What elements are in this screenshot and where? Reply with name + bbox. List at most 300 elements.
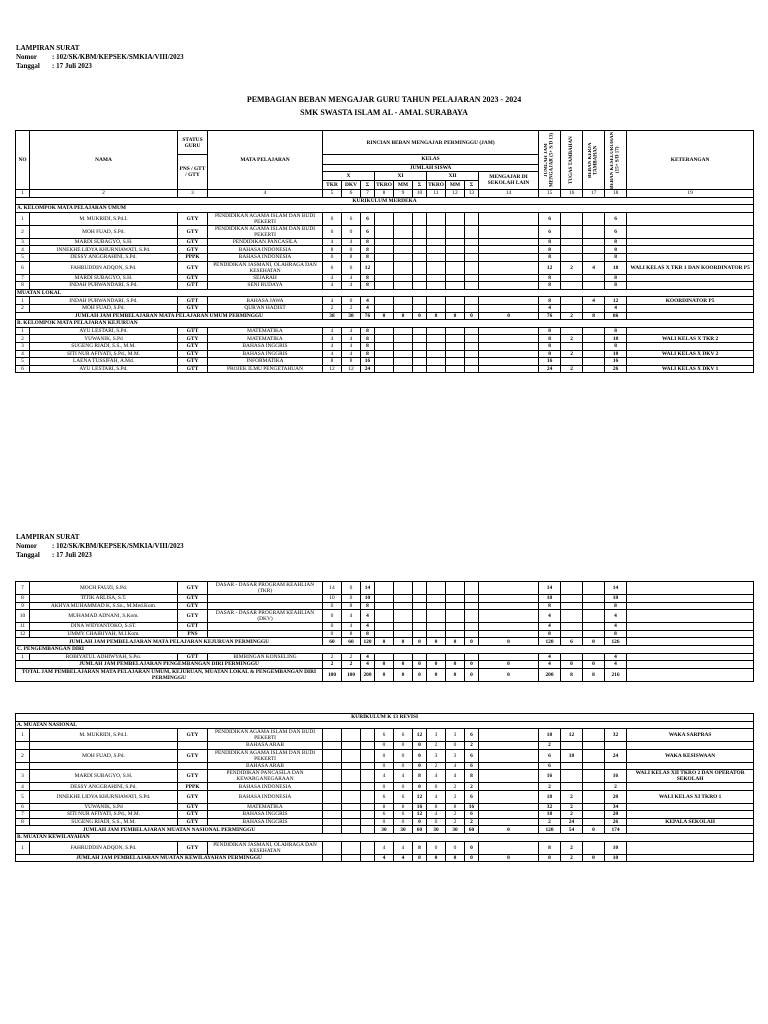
teacher-row [16, 261, 754, 274]
table-cell [446, 610, 465, 623]
table-cell [583, 350, 605, 358]
total-row [16, 312, 754, 320]
table-cell [446, 274, 465, 282]
table-cell [627, 212, 754, 225]
table-cell [583, 770, 605, 783]
table-cell: 0 [394, 668, 413, 681]
table-cell [446, 282, 465, 290]
table-cell: BAHASA JAWA [208, 297, 323, 305]
column-number: 19 [627, 190, 754, 198]
table-cell [465, 335, 479, 343]
column-number: 5 [323, 190, 342, 198]
table-cell [627, 327, 754, 335]
table-cell: 8 [605, 342, 627, 350]
table-cell: 4 [539, 623, 561, 631]
table-cell [446, 261, 465, 274]
table-cell: WALI KELAS X DKV 2 [627, 350, 754, 358]
table-cell [627, 312, 754, 320]
table-cell [561, 342, 583, 350]
table-cell: 86 [605, 312, 627, 320]
table-cell [427, 304, 446, 312]
table-cell: 6 [465, 749, 479, 762]
table-cell: 0 [465, 638, 479, 646]
table-cell: 8 [16, 818, 30, 826]
table-cell: 7 [16, 274, 30, 282]
col-status: STATUS GURU [178, 131, 208, 155]
teacher-row [16, 630, 754, 638]
table-cell: 1 [16, 327, 30, 335]
table-cell [446, 582, 465, 595]
table-cell: QUR'AN HADIST [208, 304, 323, 312]
table-cell [427, 358, 446, 366]
table-cell: 8 [361, 282, 375, 290]
table-cell [394, 342, 413, 350]
table-cell: 2 [539, 742, 561, 750]
curriculum-row [16, 197, 754, 205]
table-cell: 8 [605, 238, 627, 246]
table-cell: BAHASA INGGRIS [208, 818, 323, 826]
total-label: JUMLAH JAM PEMBELAJARAN PENGEMBANGAN DIRI PERMINGGU [16, 661, 323, 669]
col-no: NO [16, 131, 30, 190]
table-cell [427, 212, 446, 225]
column-number: 6 [342, 190, 361, 198]
table-cell [583, 610, 605, 623]
table-cell: GTY [178, 818, 208, 826]
table-cell: 3 [16, 238, 30, 246]
table-cell: 8 [361, 246, 375, 254]
table-cell: 8 [446, 803, 465, 811]
table-cell: 8 [539, 238, 561, 246]
table-cell: 0 [375, 312, 394, 320]
table-cell: 174 [605, 826, 627, 834]
table-cell [561, 297, 583, 305]
table-cell [446, 342, 465, 350]
table-cell: 0 [465, 661, 479, 669]
col-tkro: TKRO [428, 182, 444, 188]
total-label: JUMLAH JAM PEMBELAJARAN MATA PELAJARAN UMUM PERMINGGU [16, 312, 323, 320]
table-cell [465, 358, 479, 366]
table-cell [479, 350, 539, 358]
title-line-2: SMK SWASTA ISLAM AL - AMAL SURABAYA [300, 108, 468, 117]
table-cell: 6 [465, 811, 479, 819]
table-cell [479, 274, 539, 282]
table-cell: 0 [413, 312, 427, 320]
table-cell [583, 653, 605, 661]
table-cell: 2 [605, 783, 627, 791]
table-cell: GTY [178, 770, 208, 783]
table-cell: 26 [605, 818, 627, 826]
column-number: 15 [539, 190, 561, 198]
table-cell: 0 [427, 661, 446, 669]
table-cell [583, 253, 605, 261]
table-cell [375, 261, 394, 274]
table-cell [465, 274, 479, 282]
table-cell [342, 742, 361, 750]
teacher-row [16, 783, 754, 791]
table-cell: KOORDINATOR P5 [627, 297, 754, 305]
table-cell [583, 225, 605, 238]
table-cell: 0 [394, 312, 413, 320]
table-cell: 0 [446, 661, 465, 669]
table-cell: GTY [178, 729, 208, 742]
main-table-page-2 [15, 581, 754, 682]
table-cell: 30 [394, 826, 413, 834]
table-cell [583, 212, 605, 225]
table-cell: 4 [16, 246, 30, 254]
table-cell: 2 [561, 365, 583, 373]
table-cell [394, 304, 413, 312]
table-cell: BAHASA ARAB [208, 762, 323, 770]
table-cell [561, 610, 583, 623]
table-cell [479, 282, 539, 290]
table-cell: INDAH PURWANDARI, S.Pd. [30, 282, 178, 290]
table-cell: WALI KELAS XII TKRO 2 DAN OPERATOR SEKOLAH [627, 770, 754, 783]
table-cell [627, 638, 754, 646]
col-beban_keseluruhan-label: BEBAN KESELURUHAN (15+ S/D 17) [610, 131, 621, 189]
table-cell: 2 [342, 304, 361, 312]
table-cell: 6 [323, 225, 342, 238]
table-cell [583, 582, 605, 595]
table-cell: SENI BUDAYA [208, 282, 323, 290]
table-cell: SITI NUR AFIYATI, S.Pd., M.M. [30, 350, 178, 358]
table-cell: 8 [539, 342, 561, 350]
table-cell: 4 [605, 304, 627, 312]
table-cell [583, 304, 605, 312]
table-cell: GTY [178, 790, 208, 803]
table-cell [323, 841, 342, 854]
table-cell: 30 [427, 826, 446, 834]
table-cell [413, 212, 427, 225]
table-cell: PENDIDIKAN AGAMA ISLAM DAN BUDI PEKERTI [208, 729, 323, 742]
table-cell: 0 [427, 841, 446, 854]
table-cell: 8 [342, 358, 361, 366]
table-cell: 0 [342, 582, 361, 595]
table-cell [342, 841, 361, 854]
table-cell: 3 [446, 729, 465, 742]
table-cell [427, 623, 446, 631]
table-cell: 4 [342, 350, 361, 358]
table-cell: 6 [539, 212, 561, 225]
table-cell [208, 602, 323, 610]
table-cell: 5 [16, 790, 30, 803]
table-cell: 8 [361, 335, 375, 343]
table-cell: 8 [342, 602, 361, 610]
table-cell: 4 [361, 304, 375, 312]
table-cell: 8 [16, 595, 30, 603]
table-cell [342, 770, 361, 783]
column-number: 1 [16, 190, 30, 198]
table-cell [427, 582, 446, 595]
table-cell [413, 610, 427, 623]
table-cell: 12 [361, 261, 375, 274]
table-cell: BAHASA INGGRIS [208, 342, 323, 350]
table-cell [479, 803, 539, 811]
table-cell [413, 358, 427, 366]
table-cell: AYU LESTARI, S.Pd. [30, 365, 178, 373]
table-cell: 3 [427, 729, 446, 742]
table-cell: PNS [178, 630, 208, 638]
tanggal-value: : 17 Juli 2023 [52, 62, 92, 70]
section-heading: B. MUATAN KEWILAYAHAN [16, 833, 754, 841]
table-cell [375, 610, 394, 623]
table-cell: 4 [342, 327, 361, 335]
table-cell: 0 [427, 783, 446, 791]
table-cell: 4 [446, 770, 465, 783]
table-cell [394, 282, 413, 290]
table-cell [465, 253, 479, 261]
table-cell: M. MUKRIDI, S.Pd.I. [30, 212, 178, 225]
table-cell: 8 [605, 246, 627, 254]
table-cell [208, 630, 323, 638]
nomor-label: Nomor [16, 542, 37, 550]
table-cell: 4 [342, 274, 361, 282]
table-cell [479, 811, 539, 819]
teacher-row [16, 749, 754, 762]
table-cell [583, 335, 605, 343]
teacher-row [16, 729, 754, 742]
table-cell: GTY [178, 304, 208, 312]
table-cell [583, 623, 605, 631]
table-cell: 2 [323, 661, 342, 669]
table-cell: 5 [16, 253, 30, 261]
table-cell: 0 [446, 742, 465, 750]
table-cell [375, 342, 394, 350]
table-cell [627, 282, 754, 290]
table-cell: 4 [342, 623, 361, 631]
table-cell: 12 [413, 790, 427, 803]
table-cell: LAENA TUSSIFAH, A.Md. [30, 358, 178, 366]
teacher-row [16, 803, 754, 811]
table-cell [479, 762, 539, 770]
table-cell: 4 [361, 610, 375, 623]
table-cell: 0 [413, 818, 427, 826]
table-cell: 216 [605, 668, 627, 681]
table-cell: 10 [605, 841, 627, 854]
table-cell [465, 282, 479, 290]
table-cell: 200 [361, 668, 375, 681]
table-cell: GTY [178, 749, 208, 762]
table-cell: AYU LESTARI, S.Pd. [30, 327, 178, 335]
table-cell [479, 261, 539, 274]
section-row [16, 289, 754, 297]
table-cell: 4 [323, 350, 342, 358]
table-cell [413, 304, 427, 312]
table-cell [375, 274, 394, 282]
table-cell: 0 [465, 668, 479, 681]
table-cell: 4 [342, 282, 361, 290]
table-cell: 8 [413, 841, 427, 854]
table-cell: 14 [323, 582, 342, 595]
table-cell [479, 749, 539, 762]
col-mm: MM [446, 181, 465, 190]
table-cell: DASAR - DASAR PROGRAM KEAHLIAN (TKR) [208, 582, 323, 595]
table-cell: 9 [16, 602, 30, 610]
table-cell: MATEMATIKA [208, 335, 323, 343]
table-cell [394, 297, 413, 305]
table-cell [361, 762, 375, 770]
table-cell [361, 826, 375, 834]
table-cell: 24 [361, 365, 375, 373]
table-cell [394, 238, 413, 246]
table-cell: 0 [375, 783, 394, 791]
table-cell: 2 [465, 783, 479, 791]
col-beban_kerja [583, 131, 605, 190]
table-cell [583, 729, 605, 742]
table-cell: 8 [413, 854, 427, 862]
table-cell [323, 826, 342, 834]
table-cell: WALI KELAS X DKV 1 [627, 365, 754, 373]
table-cell [627, 602, 754, 610]
table-cell: 4 [16, 783, 30, 791]
table-cell [375, 582, 394, 595]
teacher-row [16, 282, 754, 290]
table-cell: BAHASA INGGRIS [208, 811, 323, 819]
table-cell: 0 [375, 762, 394, 770]
table-cell [561, 762, 583, 770]
table-cell: 60 [465, 826, 479, 834]
table-cell: 14 [605, 582, 627, 595]
table-cell [446, 653, 465, 661]
table-cell: 26 [605, 365, 627, 373]
table-cell [561, 304, 583, 312]
table-cell [342, 826, 361, 834]
table-cell: GTY [178, 358, 208, 366]
table-cell: 60 [342, 638, 361, 646]
col-x: X [323, 171, 375, 181]
table-cell [583, 811, 605, 819]
table-cell [342, 803, 361, 811]
table-cell: 6 [342, 212, 361, 225]
teacher-row [16, 350, 754, 358]
table-cell [446, 623, 465, 631]
table-cell: 14 [361, 582, 375, 595]
table-cell: 8 [605, 327, 627, 335]
lampiran-label: LAMPIRAN SURAT [16, 533, 80, 541]
table-cell: BAHASA INDONESIA [208, 783, 323, 791]
table-cell: 4 [361, 661, 375, 669]
table-cell [323, 854, 342, 862]
column-number: 10 [413, 190, 427, 198]
table-cell: 4 [539, 653, 561, 661]
table-cell: GTT [178, 623, 208, 631]
table-cell [427, 297, 446, 305]
table-cell [375, 282, 394, 290]
table-cell [375, 335, 394, 343]
table-cell: 30 [375, 826, 394, 834]
table-cell [413, 238, 427, 246]
table-cell [413, 327, 427, 335]
document-title [0, 93, 768, 119]
table-cell: WALI KELAS X TKR 1 DAN KOORDINATOR P5 [627, 261, 754, 274]
table-cell: 2 [561, 261, 583, 274]
table-cell: 6 [16, 365, 30, 373]
table-cell [479, 783, 539, 791]
section-row [16, 205, 754, 213]
table-cell [465, 342, 479, 350]
table-cell: 8 [361, 342, 375, 350]
table-cell [375, 327, 394, 335]
table-cell: 0 [413, 762, 427, 770]
table-cell [446, 246, 465, 254]
table-cell: GTY [178, 610, 208, 623]
table-cell: 18 [605, 261, 627, 274]
table-cell: 4 [16, 350, 30, 358]
table-cell: YUWANIK, S.Pd [30, 803, 178, 811]
table-cell [583, 282, 605, 290]
total-row [16, 668, 754, 681]
table-cell [465, 623, 479, 631]
table-cell [627, 253, 754, 261]
table-cell: 8 [413, 770, 427, 783]
table-cell [375, 630, 394, 638]
table-cell [394, 327, 413, 335]
table-cell [375, 225, 394, 238]
letter-header-page-2 [16, 533, 184, 560]
table-cell [323, 742, 342, 750]
table-cell: 2 [427, 742, 446, 750]
table-cell: 2 [342, 661, 361, 669]
table-cell [627, 811, 754, 819]
table-cell: 8 [427, 803, 446, 811]
table-cell: 11 [16, 623, 30, 631]
table-cell [342, 854, 361, 862]
col-rincian: RINCIAN BEBAN MENGAJAR PERMINGGU (JAM) [323, 131, 539, 155]
col-xii: XII [427, 171, 479, 181]
table-cell [427, 238, 446, 246]
table-cell [427, 610, 446, 623]
table-cell [583, 818, 605, 826]
table-cell: FAHRUDDIN ADQON, S.Pd. [30, 841, 178, 854]
table-cell [361, 854, 375, 862]
teacher-row [16, 246, 754, 254]
table-cell [375, 602, 394, 610]
table-cell: 100 [342, 668, 361, 681]
table-cell: MATEMATIKA [208, 803, 323, 811]
table-cell [479, 212, 539, 225]
table-cell: 0 [583, 826, 605, 834]
table-cell: 6 [394, 790, 413, 803]
col-mapel: MATA PELAJARAN [208, 131, 323, 190]
table-cell [323, 803, 342, 811]
table-cell: 2 [465, 818, 479, 826]
table-cell [479, 841, 539, 854]
table-cell: 0 [427, 854, 446, 862]
table-cell: 76 [539, 312, 561, 320]
table-cell [413, 253, 427, 261]
table-cell [394, 358, 413, 366]
teacher-row [16, 610, 754, 623]
table-cell [30, 742, 178, 750]
table-cell [394, 212, 413, 225]
table-cell: 8 [583, 312, 605, 320]
total-label: TOTAL JAM PEMBELAJARAN MATA PELAJARAN UMUM, KEJURUAN, MUATAN LOKAL & PENGEMBANGAN DIRI PERMINGGU [16, 668, 323, 681]
table-cell: 3 [16, 770, 30, 783]
table-cell: 7 [16, 582, 30, 595]
table-cell: 4 [323, 327, 342, 335]
table-cell [427, 327, 446, 335]
table-cell: 0 [413, 749, 427, 762]
table-cell: 0 [375, 668, 394, 681]
table-cell: 6 [394, 811, 413, 819]
table-cell [627, 623, 754, 631]
table-cell [413, 595, 427, 603]
table-cell [413, 246, 427, 254]
table-cell: 0 [479, 826, 539, 834]
table-cell [375, 623, 394, 631]
table-cell: BAHASA INDONESIA [208, 790, 323, 803]
table-cell [446, 327, 465, 335]
table-cell: GTY [178, 335, 208, 343]
